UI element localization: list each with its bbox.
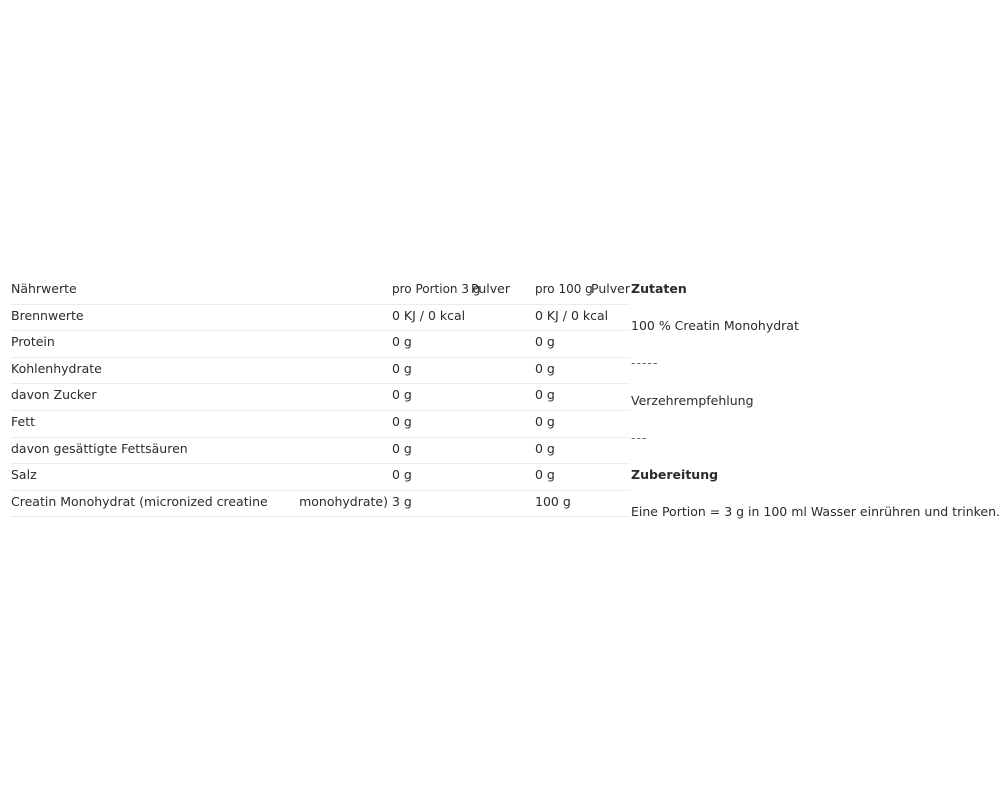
row-per-100g: 0 g <box>535 387 555 403</box>
row-name: Fett <box>11 413 35 429</box>
preparation-title: Zubereitung <box>631 467 719 482</box>
table-row <box>11 305 630 332</box>
nutrition-table <box>11 278 630 517</box>
row-per-100g: 0 KJ / 0 kcal <box>535 307 609 323</box>
table-row <box>11 411 630 438</box>
row-name: Kohlenhydrate <box>11 360 102 376</box>
header-per-100g: pro 100 g <box>535 282 593 296</box>
ingredients-title: Zutaten <box>631 281 687 296</box>
row-per-portion: 0 g <box>392 467 412 483</box>
recommendation-title: Verzehrempfehlung <box>631 393 754 408</box>
row-per-100g: 0 g <box>535 413 555 429</box>
table-row <box>11 438 630 465</box>
separator: --- <box>631 430 648 445</box>
header-per-portion-unit: Pulver <box>471 281 510 296</box>
table-row <box>11 384 630 411</box>
table-row <box>11 464 630 491</box>
row-per-portion: 0 g <box>392 360 412 376</box>
separator: ----- <box>631 355 659 370</box>
header-per-portion: pro Portion 3 g <box>392 282 481 296</box>
row-name: davon Zucker <box>11 387 97 403</box>
header-per-100g-unit: Pulver <box>591 281 630 296</box>
row-name-continuation: monohydrate) <box>299 493 388 509</box>
row-per-portion: 0 g <box>392 413 412 429</box>
row-name: Salz <box>11 467 37 483</box>
table-row <box>11 358 630 385</box>
table-row <box>11 331 630 358</box>
row-per-portion: 0 g <box>392 334 412 350</box>
table-row <box>11 491 630 518</box>
row-per-portion: 0 g <box>392 387 412 403</box>
row-name: davon gesättigte Fettsäuren <box>11 440 188 456</box>
row-name: Protein <box>11 334 55 350</box>
preparation-text: Eine Portion = 3 g in 100 ml Wasser einrühren und trinken. <box>631 504 1000 519</box>
table-header-row <box>11 278 630 305</box>
row-per-portion: 0 KJ / 0 kcal <box>392 307 466 323</box>
ingredients-text: 100 % Creatin Monohydrat <box>631 318 799 333</box>
header-nutrients: Nährwerte <box>11 281 77 296</box>
row-per-100g: 0 g <box>535 334 555 350</box>
row-per-portion: 3 g <box>392 493 412 509</box>
row-name: Brennwerte <box>11 307 84 323</box>
row-per-100g: 0 g <box>535 467 555 483</box>
row-per-100g: 100 g <box>535 493 571 509</box>
row-per-100g: 0 g <box>535 440 555 456</box>
row-per-100g: 0 g <box>535 360 555 376</box>
row-per-portion: 0 g <box>392 440 412 456</box>
row-name: Creatin Monohydrat (micronized creatine <box>11 493 268 509</box>
